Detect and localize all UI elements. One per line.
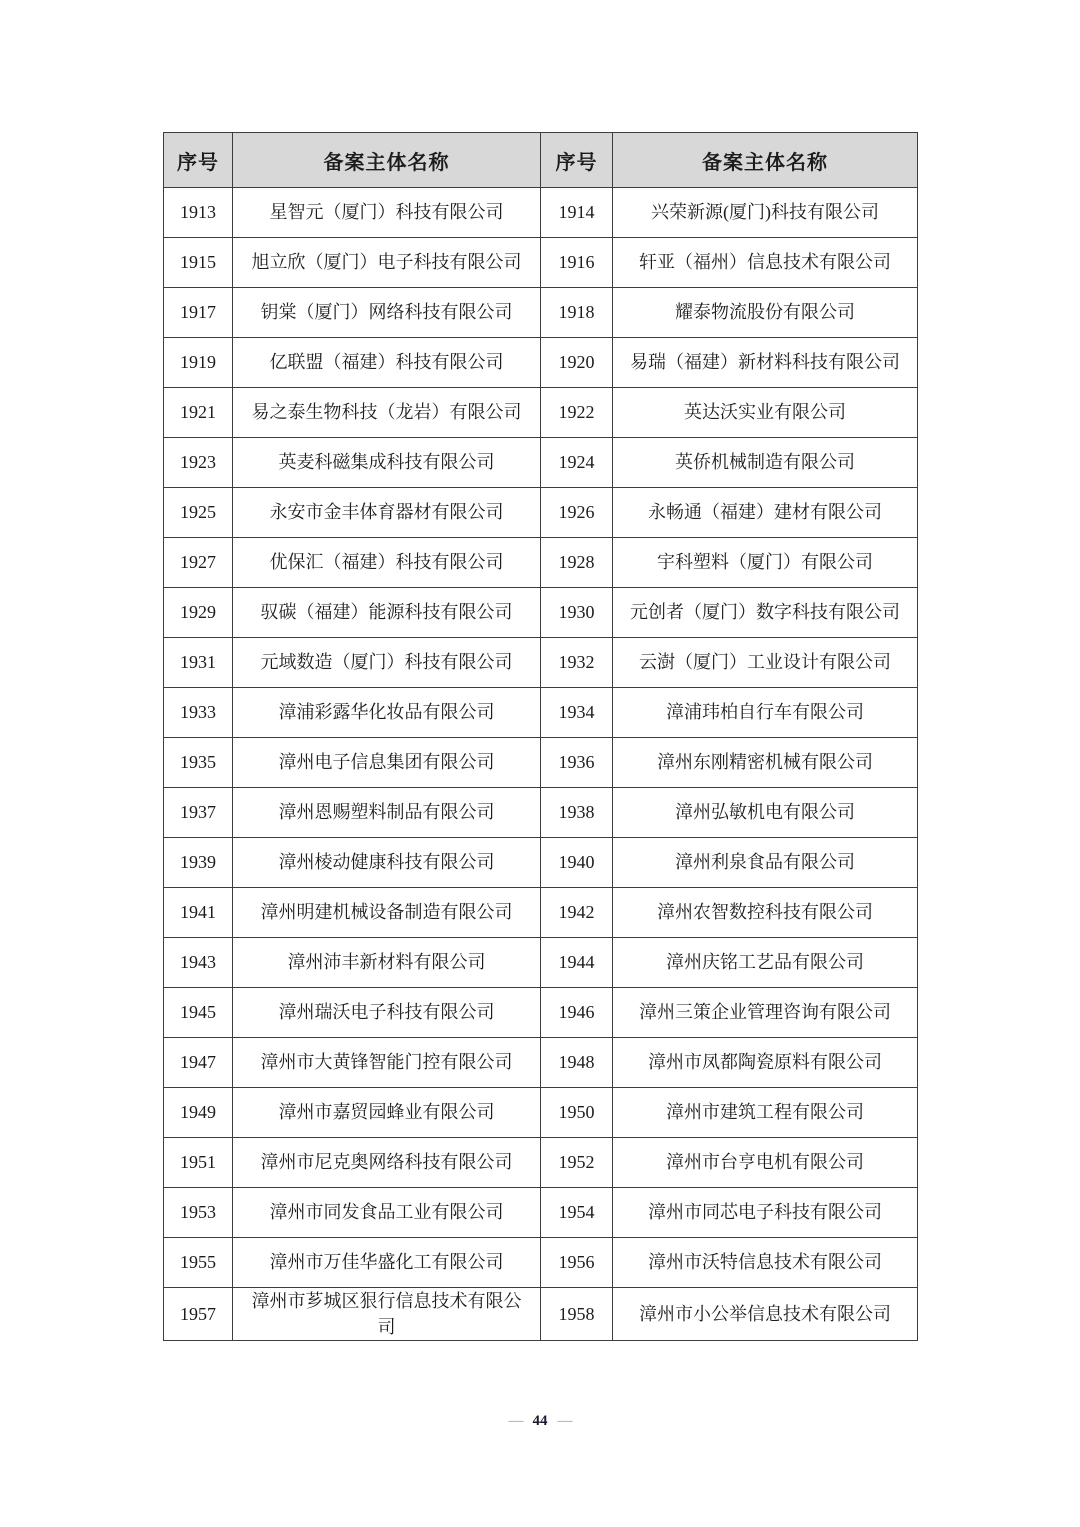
serial-cell: 1951 xyxy=(164,1138,233,1188)
serial-cell: 1947 xyxy=(164,1038,233,1088)
company-name-cell: 漳州沛丰新材料有限公司 xyxy=(233,938,541,988)
footer-dash-left: — xyxy=(508,1413,523,1429)
company-name-cell: 漳州棱动健康科技有限公司 xyxy=(233,838,541,888)
table-row xyxy=(164,388,918,438)
serial-cell: 1915 xyxy=(164,238,233,288)
serial-cell: 1954 xyxy=(541,1188,613,1238)
serial-cell: 1941 xyxy=(164,888,233,938)
serial-cell: 1931 xyxy=(164,638,233,688)
serial-cell: 1939 xyxy=(164,838,233,888)
company-name-cell: 漳州庆铭工艺品有限公司 xyxy=(613,938,918,988)
table-row xyxy=(164,788,918,838)
table-row xyxy=(164,1038,918,1088)
header-entity-name-left: 备案主体名称 xyxy=(233,133,541,188)
company-name-cell: 易之泰生物科技（龙岩）有限公司 xyxy=(233,388,541,438)
header-serial-left: 序号 xyxy=(164,133,233,188)
serial-cell: 1934 xyxy=(541,688,613,738)
company-name-cell: 永安市金丰体育器材有限公司 xyxy=(233,488,541,538)
company-name-cell: 漳州市凤都陶瓷原料有限公司 xyxy=(613,1038,918,1088)
table-row xyxy=(164,688,918,738)
table-row xyxy=(164,838,918,888)
serial-cell: 1933 xyxy=(164,688,233,738)
serial-cell: 1918 xyxy=(541,288,613,338)
serial-cell: 1940 xyxy=(541,838,613,888)
serial-cell: 1943 xyxy=(164,938,233,988)
table-row xyxy=(164,438,918,488)
company-name-cell: 元域数造（厦门）科技有限公司 xyxy=(233,638,541,688)
serial-cell: 1950 xyxy=(541,1088,613,1138)
serial-cell: 1929 xyxy=(164,588,233,638)
company-name-cell: 漳州东刚精密机械有限公司 xyxy=(613,738,918,788)
serial-cell: 1922 xyxy=(541,388,613,438)
serial-cell: 1932 xyxy=(541,638,613,688)
serial-cell: 1913 xyxy=(164,188,233,238)
serial-cell: 1946 xyxy=(541,988,613,1038)
company-name-cell: 英侨机械制造有限公司 xyxy=(613,438,918,488)
serial-cell: 1949 xyxy=(164,1088,233,1138)
serial-cell: 1952 xyxy=(541,1138,613,1188)
company-name-cell: 永畅通（福建）建材有限公司 xyxy=(613,488,918,538)
page-footer xyxy=(0,1413,1080,1430)
table-row xyxy=(164,938,918,988)
company-name-cell: 钥棠（厦门）网络科技有限公司 xyxy=(233,288,541,338)
serial-cell: 1925 xyxy=(164,488,233,538)
company-name-cell: 亿联盟（福建）科技有限公司 xyxy=(233,338,541,388)
serial-cell: 1920 xyxy=(541,338,613,388)
company-name-cell: 漳州农智数控科技有限公司 xyxy=(613,888,918,938)
company-name-cell: 元创者（厦门）数字科技有限公司 xyxy=(613,588,918,638)
serial-cell: 1914 xyxy=(541,188,613,238)
table-row xyxy=(164,1188,918,1238)
company-name-cell: 漳州市建筑工程有限公司 xyxy=(613,1088,918,1138)
serial-cell: 1928 xyxy=(541,538,613,588)
table-row xyxy=(164,238,918,288)
serial-cell: 1956 xyxy=(541,1238,613,1288)
company-name-cell: 漳州电子信息集团有限公司 xyxy=(233,738,541,788)
serial-cell: 1958 xyxy=(541,1288,613,1341)
table-row xyxy=(164,188,918,238)
company-name-cell: 漳浦玮柏自行车有限公司 xyxy=(613,688,918,738)
serial-cell: 1945 xyxy=(164,988,233,1038)
company-name-cell: 漳州市芗城区狠行信息技术有限公司 xyxy=(233,1288,541,1341)
serial-cell: 1948 xyxy=(541,1038,613,1088)
table-row xyxy=(164,1288,918,1341)
company-name-cell: 英麦科磁集成科技有限公司 xyxy=(233,438,541,488)
company-name-cell: 漳州市万佳华盛化工有限公司 xyxy=(233,1238,541,1288)
company-name-cell: 漳州利泉食品有限公司 xyxy=(613,838,918,888)
header-entity-name-right: 备案主体名称 xyxy=(613,133,918,188)
table-row xyxy=(164,338,918,388)
company-name-cell: 兴荣新源(厦门)科技有限公司 xyxy=(613,188,918,238)
registration-table-container xyxy=(163,132,917,1341)
company-name-cell: 英达沃实业有限公司 xyxy=(613,388,918,438)
table-row xyxy=(164,488,918,538)
company-name-cell: 漳州明建机械设备制造有限公司 xyxy=(233,888,541,938)
company-name-cell: 漳州市同发食品工业有限公司 xyxy=(233,1188,541,1238)
serial-cell: 1937 xyxy=(164,788,233,838)
company-name-cell: 漳州市同芯电子科技有限公司 xyxy=(613,1188,918,1238)
table-row xyxy=(164,988,918,1038)
serial-cell: 1916 xyxy=(541,238,613,288)
serial-cell: 1938 xyxy=(541,788,613,838)
serial-cell: 1953 xyxy=(164,1188,233,1238)
company-name-cell: 优保汇（福建）科技有限公司 xyxy=(233,538,541,588)
table-row xyxy=(164,1238,918,1288)
serial-cell: 1957 xyxy=(164,1288,233,1341)
table-row xyxy=(164,538,918,588)
serial-cell: 1942 xyxy=(541,888,613,938)
company-name-cell: 漳州恩赐塑料制品有限公司 xyxy=(233,788,541,838)
company-name-cell: 云澍（厦门）工业设计有限公司 xyxy=(613,638,918,688)
table-row xyxy=(164,1138,918,1188)
table-header xyxy=(164,133,918,188)
serial-cell: 1921 xyxy=(164,388,233,438)
company-name-cell: 漳州市小公举信息技术有限公司 xyxy=(613,1288,918,1341)
serial-cell: 1930 xyxy=(541,588,613,638)
table-row xyxy=(164,288,918,338)
serial-cell: 1927 xyxy=(164,538,233,588)
serial-cell: 1917 xyxy=(164,288,233,338)
company-name-cell: 驭碳（福建）能源科技有限公司 xyxy=(233,588,541,638)
company-name-cell: 漳州弘敏机电有限公司 xyxy=(613,788,918,838)
company-name-cell: 漳州瑞沃电子科技有限公司 xyxy=(233,988,541,1038)
serial-cell: 1919 xyxy=(164,338,233,388)
company-name-cell: 漳州市尼克奥网络科技有限公司 xyxy=(233,1138,541,1188)
company-name-cell: 宇科塑料（厦门）有限公司 xyxy=(613,538,918,588)
header-serial-right: 序号 xyxy=(541,133,613,188)
company-name-cell: 星智元（厦门）科技有限公司 xyxy=(233,188,541,238)
serial-cell: 1926 xyxy=(541,488,613,538)
company-name-cell: 旭立欣（厦门）电子科技有限公司 xyxy=(233,238,541,288)
company-name-cell: 漳州市嘉贸园蜂业有限公司 xyxy=(233,1088,541,1138)
table-row xyxy=(164,738,918,788)
serial-cell: 1955 xyxy=(164,1238,233,1288)
table-row xyxy=(164,588,918,638)
company-name-cell: 漳州市台亨电机有限公司 xyxy=(613,1138,918,1188)
company-name-cell: 漳州市沃特信息技术有限公司 xyxy=(613,1238,918,1288)
company-name-cell: 漳浦彩露华化妆品有限公司 xyxy=(233,688,541,738)
table-row xyxy=(164,638,918,688)
serial-cell: 1923 xyxy=(164,438,233,488)
company-name-cell: 漳州三策企业管理咨询有限公司 xyxy=(613,988,918,1038)
company-name-cell: 耀泰物流股份有限公司 xyxy=(613,288,918,338)
footer-dash-right: — xyxy=(557,1413,572,1429)
table-row xyxy=(164,1088,918,1138)
company-name-cell: 轩亚（福州）信息技术有限公司 xyxy=(613,238,918,288)
serial-cell: 1936 xyxy=(541,738,613,788)
table-body xyxy=(164,188,918,1341)
registration-table xyxy=(163,132,918,1341)
serial-cell: 1924 xyxy=(541,438,613,488)
serial-cell: 1944 xyxy=(541,938,613,988)
header-row xyxy=(164,133,918,188)
company-name-cell: 漳州市大黄锋智能门控有限公司 xyxy=(233,1038,541,1088)
page-number: 44 xyxy=(532,1413,548,1429)
company-name-cell: 易瑞（福建）新材料科技有限公司 xyxy=(613,338,918,388)
serial-cell: 1935 xyxy=(164,738,233,788)
table-row xyxy=(164,888,918,938)
